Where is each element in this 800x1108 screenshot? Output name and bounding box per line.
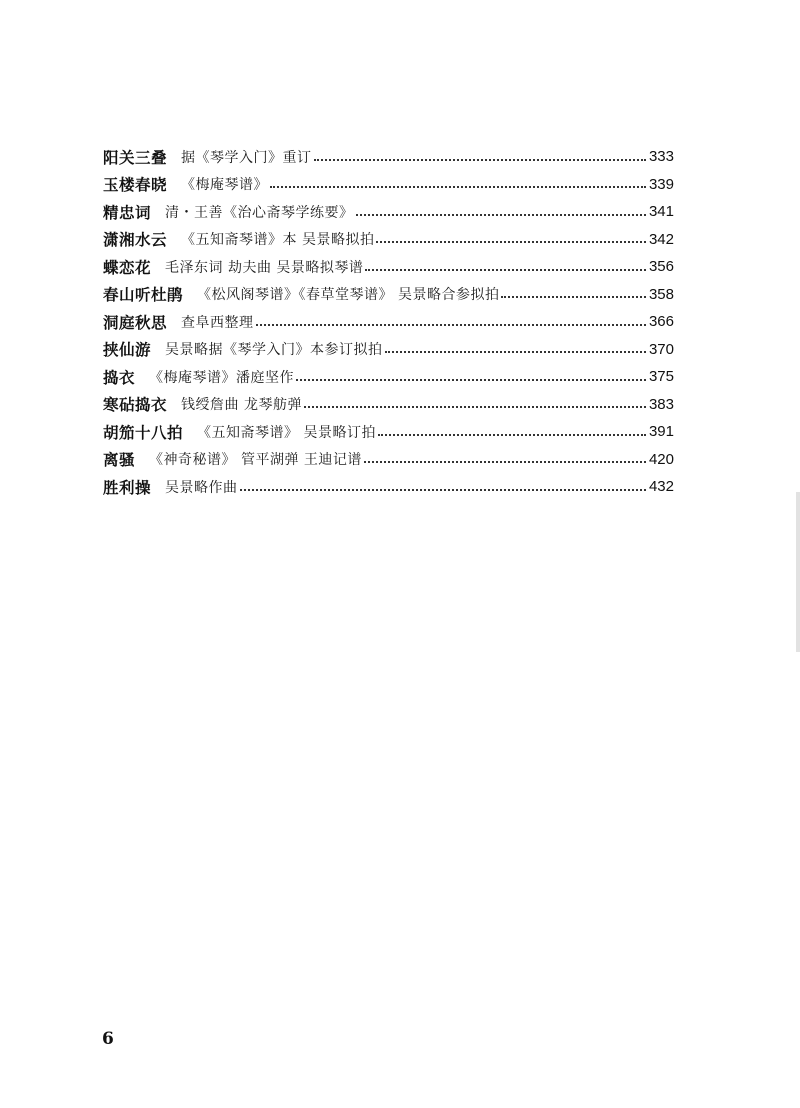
entry-page-number: 420: [648, 450, 674, 468]
entry-source: 《五知斋琴谱》本 吴景略拟拍: [181, 232, 375, 249]
entry-source: 据《琴学入门》重订: [181, 149, 312, 166]
dot-leader: [378, 432, 646, 436]
toc-entry[interactable]: [103, 281, 674, 309]
entry-page-number: 383: [648, 395, 674, 413]
toc-entry[interactable]: [103, 446, 674, 474]
entry-page-number: 432: [648, 478, 674, 496]
entry-source: 吴景略作曲: [165, 479, 238, 496]
dot-leader: [376, 239, 646, 243]
page-edge-shadow: [796, 492, 800, 652]
entry-page-number: 358: [648, 285, 674, 303]
dot-leader: [240, 487, 646, 491]
dot-leader: [364, 459, 646, 463]
dot-leader: [304, 404, 646, 408]
dot-leader: [501, 294, 646, 298]
entry-title: 精忠词: [103, 203, 152, 222]
entry-page-number: 339: [648, 175, 674, 193]
entry-source: 钱绶詹曲 龙琴舫弹: [181, 397, 302, 414]
entry-page-number: 366: [648, 313, 674, 331]
entry-source: 《五知斋琴谱》 吴景略订拍: [197, 424, 376, 441]
toc-entry[interactable]: [103, 308, 674, 336]
entry-title: 挟仙游: [103, 341, 152, 360]
entry-page-number: 370: [648, 340, 674, 358]
entry-source: 毛泽东词 劫夫曲 吴景略拟琴谱: [165, 259, 364, 276]
entry-source: 《松风阁琴谱》《春草堂琴谱》 吴景略合参拟拍: [197, 287, 500, 304]
entry-title: 捣衣: [103, 368, 136, 387]
entry-title: 洞庭秋思: [103, 313, 168, 332]
entry-page-number: 333: [648, 148, 674, 166]
entry-page-number: 342: [648, 230, 674, 248]
entry-title: 寒砧捣衣: [103, 396, 168, 415]
entry-title: 胜利操: [103, 478, 152, 497]
toc-entry[interactable]: [103, 198, 674, 226]
page-number: 6: [102, 1029, 114, 1049]
table-of-contents: [103, 143, 674, 501]
entry-title: 玉楼春晓: [103, 176, 168, 195]
entry-source: 查阜西整理: [181, 314, 254, 331]
dot-leader: [270, 184, 646, 188]
toc-entry[interactable]: [103, 226, 674, 254]
entry-page-number: 375: [648, 368, 674, 386]
entry-page-number: 341: [648, 203, 674, 221]
entry-title: 胡笳十八拍: [103, 423, 184, 442]
toc-entry[interactable]: [103, 253, 674, 281]
toc-entry[interactable]: [103, 171, 674, 199]
dot-leader: [296, 377, 646, 381]
toc-entry[interactable]: [103, 336, 674, 364]
entry-source: 《梅庵琴谱》: [181, 177, 269, 194]
dot-leader: [256, 322, 646, 326]
entry-page-number: 356: [648, 258, 674, 276]
toc-entry[interactable]: [103, 473, 674, 501]
entry-source: 《神奇秘谱》 管平湖弹 王迪记谱: [149, 452, 362, 469]
entry-title: 蝶恋花: [103, 258, 152, 277]
entry-title: 阳关三叠: [103, 148, 168, 167]
entry-title: 潇湘水云: [103, 231, 168, 250]
entry-page-number: 391: [648, 423, 674, 441]
entry-source: 吴景略据《琴学入门》本参订拟拍: [165, 342, 383, 359]
entry-source: 《梅庵琴谱》潘庭坚作: [149, 369, 295, 386]
dot-leader: [314, 157, 646, 161]
dot-leader: [385, 349, 646, 353]
toc-entry[interactable]: [103, 363, 674, 391]
entry-title: 离骚: [103, 451, 136, 470]
toc-entry[interactable]: [103, 391, 674, 419]
dot-leader: [365, 267, 646, 271]
toc-entry[interactable]: [103, 418, 674, 446]
dot-leader: [356, 212, 646, 216]
entry-title: 春山听杜鹃: [103, 286, 184, 305]
entry-source: 清・王善《治心斋琴学练要》: [165, 204, 354, 221]
toc-entry[interactable]: [103, 143, 674, 171]
